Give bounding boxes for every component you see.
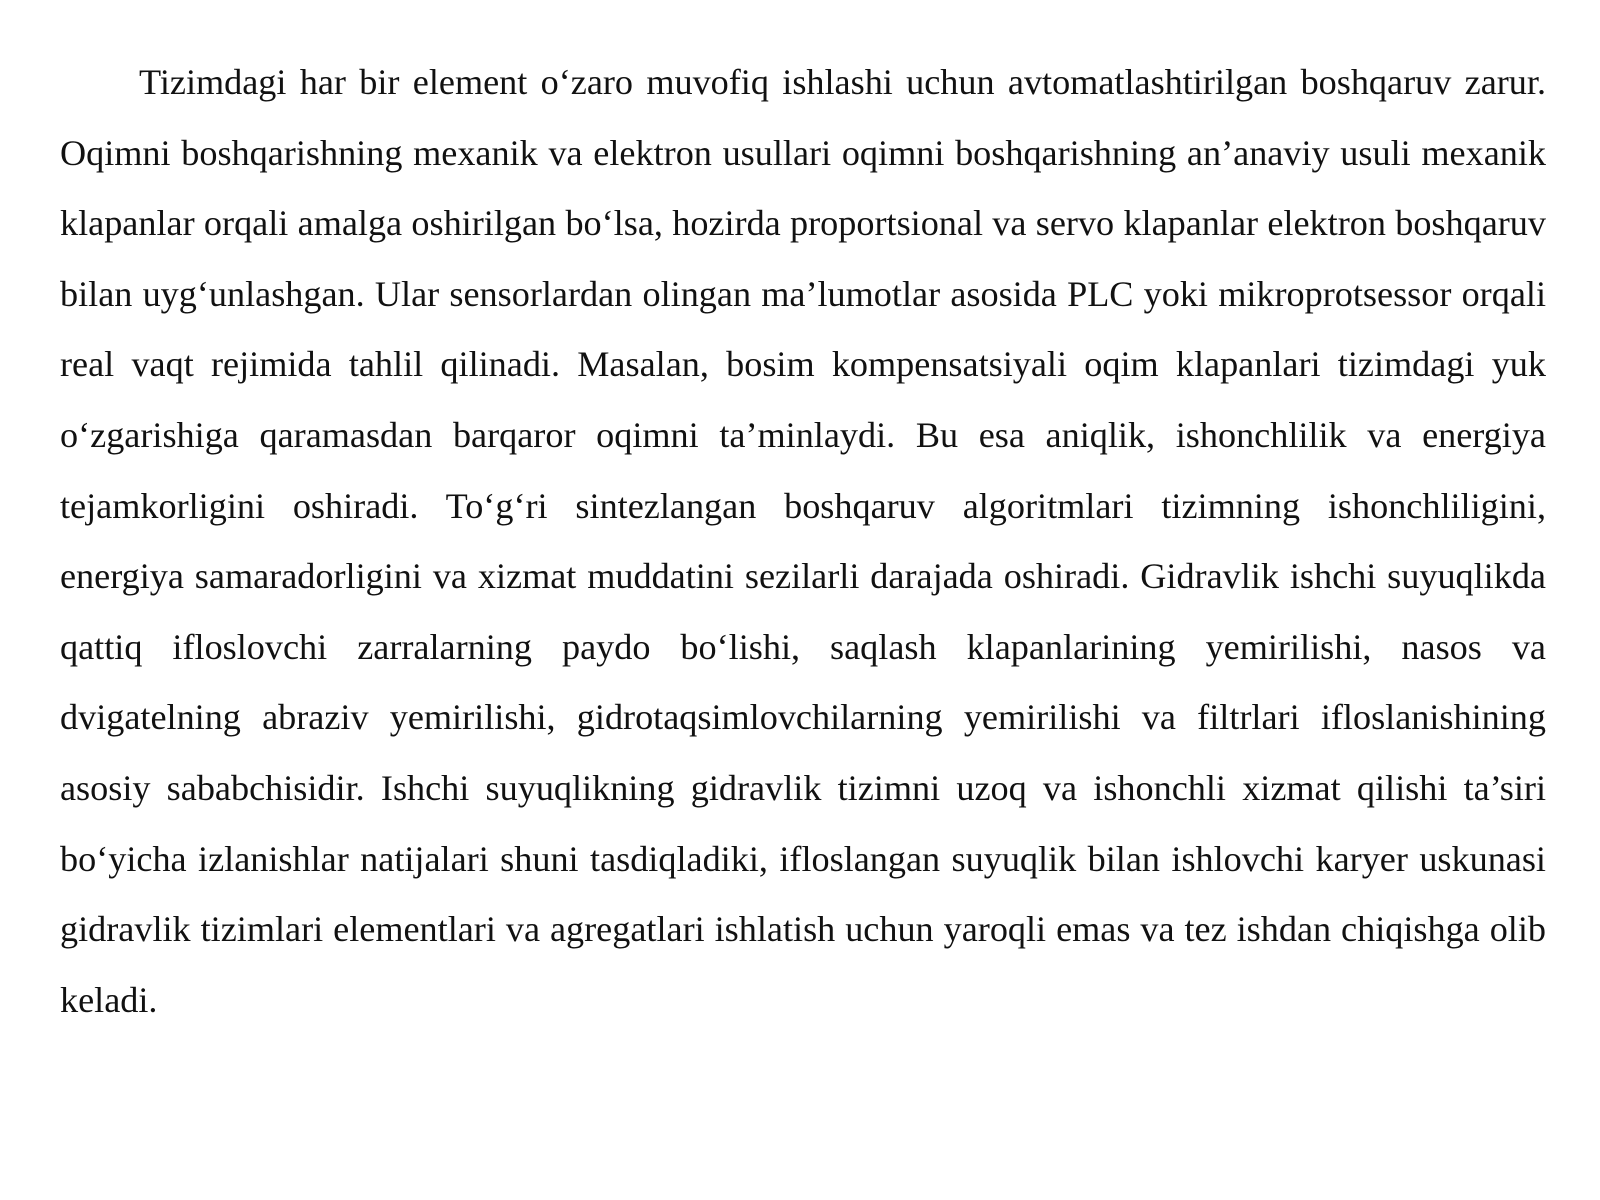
body-paragraph: Tizimdagi har bir element o‘zaro muvofiq ishlashi uchun avtomatlashtirilgan boshqaruv zarur. Oqimni boshqarishning mexanik va elektron usullari oqimni boshqarishning an’anaviy usuli mexanik klapanlar orqali amalga oshirilgan bo‘lsa, hozirda proportsional va servo klapanlar elektron boshqaruv bilan uyg‘unlashgan. Ular sensorlardan olingan ma’lumotlar asosida PLC yoki mikroprotsessor orqali real vaqt rejimida tahlil qilinadi. Masalan, bosim kompensatsiyali oqim klapanlari tizimdagi yuk o‘zgarishiga qaramasdan barqaror oqimni ta’minlaydi. Bu esa aniqlik, ishonchlilik va energiya tejamkorligini oshiradi. To‘g‘ri sintezlangan boshqaruv algoritmlari tizimning ishonchliligini, energiya samaradorligini va xizmat muddatini sezilarli darajada oshiradi. Gidravlik ishchi suyuqlikda qattiq ifloslovchi zarralarning paydo bo‘lishi, saqlash klapanlarining yemirilishi, nasos va dvigatelning abraziv yemirilishi, gidrotaqsimlovchilarning yemirilishi va filtrlari ifloslanishining asosiy sababchisidir. Ishchi suyuqlikning gidravlik tizimni uzoq va ishonchli xizmat qilishi ta’siri bo‘yicha izlanishlar natijalari shuni tasdiqladiki, ifloslangan suyuqlik bilan ishlovchi karyer uskunasi gidravlik tizimlari elementlari va agregatlari ishlatish uchun yaroqli emas va tez ishdan chiqishga olib keladi. xyxy=(60,62,1546,1020)
